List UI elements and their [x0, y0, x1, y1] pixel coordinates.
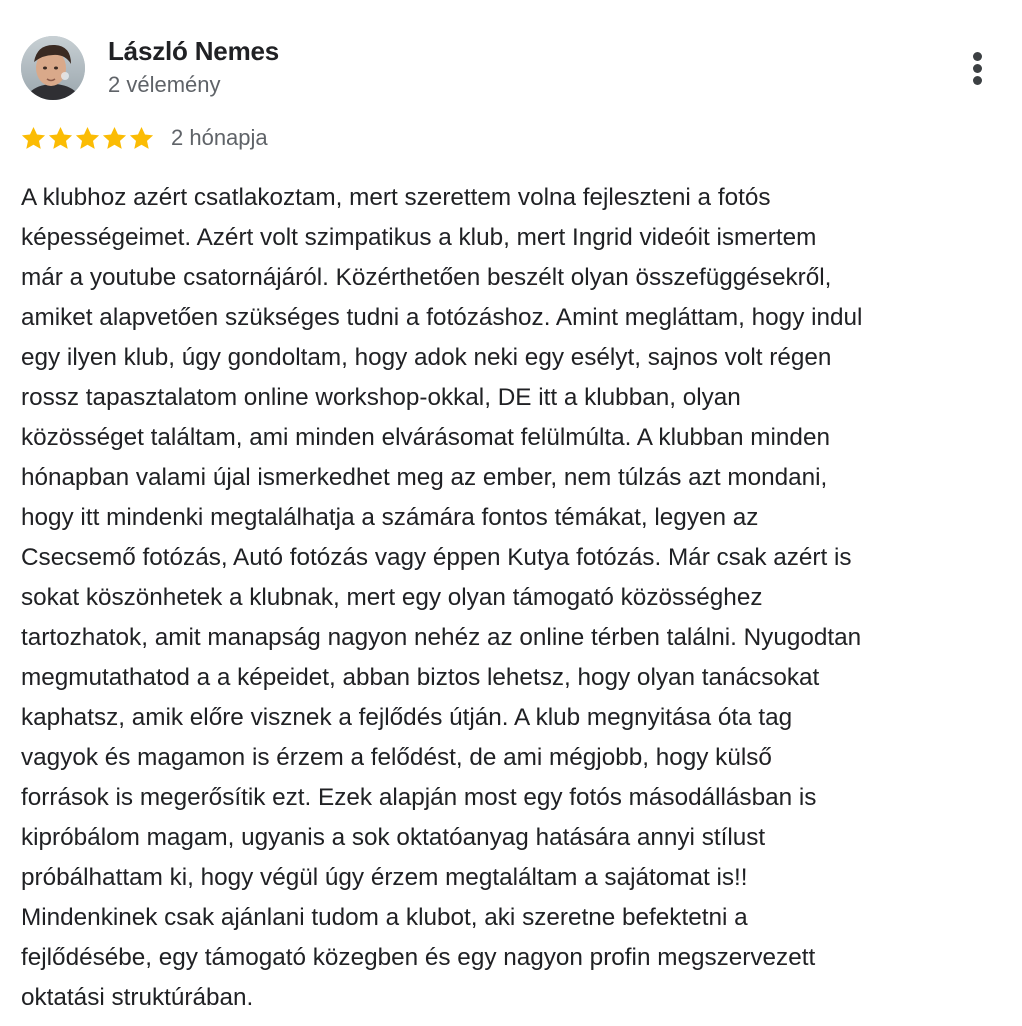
review-date: 2 hónapja: [171, 125, 268, 150]
review-text-line: Mindenkinek csak ajánlani tudom a klubot, aki szeretne befektetni a: [21, 904, 748, 931]
review-text-line: már a youtube csatornájáról. Közérthetően beszélt olyan összefüggésekről,: [21, 264, 832, 291]
star-rating: [20, 125, 155, 152]
review-text-line: kaphatsz, amik előre visznek a fejlődés útján. A klub megnyitása óta tag: [21, 704, 793, 731]
review-text-line: A klubhoz azért csatlakoztam, mert szerettem volna fejleszteni a fotós: [21, 184, 771, 211]
review-text-line: Csecsemő fotózás, Autó fotózás vagy éppen Kutya fotózás. Már csak azért is: [21, 544, 852, 571]
review-text: [21, 178, 1011, 1018]
star-icon: [20, 125, 47, 152]
star-icon: [101, 125, 128, 152]
user-avatar-photo: [21, 36, 85, 100]
more-vert-icon-dot-bottom: [973, 76, 982, 85]
review-text-line: közösséget találtam, ami minden elvárásomat felülmúlta. A klubban minden: [21, 424, 830, 451]
review-text-line: kipróbálom magam, ugyanis a sok oktatóanyag hatására annyi stílust: [21, 824, 766, 851]
more-options-button[interactable]: [958, 46, 998, 90]
review-text-line: amiket alapvetően szükséges tudni a fotózáshoz. Amint megláttam, hogy indul: [21, 304, 863, 331]
more-vert-icon-dot-top: [973, 52, 982, 61]
reviewer-name[interactable]: László Nemes: [108, 36, 280, 66]
review-text-line: hogy itt mindenki megtalálhatja a számára fontos témákat, legyen az: [21, 504, 759, 531]
review-text-line: tartozhatok, amit manapság nagyon nehéz az online térben találni. Nyugodtan: [21, 624, 862, 651]
review-text-line: képességeimet. Azért volt szimpatikus a klub, mert Ingrid videóit ismertem: [21, 224, 817, 251]
review-text-line: források is megerősítik ezt. Ezek alapján most egy fotós másodállásban is: [21, 784, 817, 811]
review-text-line: hónapban valami újal ismerkedhet meg az ember, nem túlzás azt mondani,: [21, 464, 828, 491]
rating-row: [20, 122, 268, 154]
reviewer-avatar[interactable]: [21, 36, 85, 100]
review-text-line: rossz tapasztalatom online workshop-okkal, DE itt a klubban, olyan: [21, 384, 741, 411]
review-text-line: fejlődésébe, egy támogató közegben és egy nagyon profin megszervezett: [21, 944, 816, 971]
review-text-line: oktatási struktúrában.: [21, 984, 254, 1011]
review-text-line: megmutathatod a a képeidet, abban biztos lehetsz, hogy olyan tanácsokat: [21, 664, 820, 691]
star-icon: [74, 125, 101, 152]
reviewer-review-count[interactable]: 2 vélemény: [108, 72, 221, 97]
star-icon: [47, 125, 74, 152]
review-text-line: sokat köszönhetek a klubnak, mert egy olyan támogató közösséghez: [21, 584, 763, 611]
review-text-line: próbálhattam ki, hogy végül úgy érzem megtaláltam a sajátomat is!!: [21, 864, 748, 891]
review-text-line: vagyok és magamon is érzem a felődést, de ami mégjobb, hogy külső: [21, 744, 772, 771]
star-icon: [128, 125, 155, 152]
more-vert-icon-dot-middle: [973, 64, 982, 73]
review-text-line: egy ilyen klub, úgy gondoltam, hogy adok neki egy esélyt, sajnos volt régen: [21, 344, 832, 371]
